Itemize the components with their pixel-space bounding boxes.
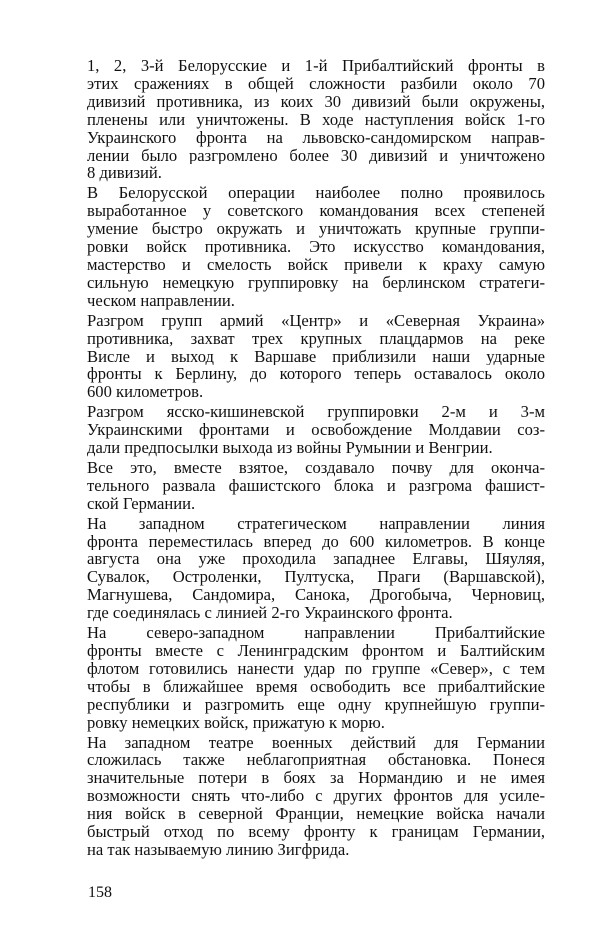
text-line: Разгром ясско-кишиневской группировки 2-м и 3-м [87, 403, 545, 422]
text-line: фронта переместилась вперед до 600 километров. В конце [87, 532, 545, 551]
text-line: на так называемую линию Зигфрида. [87, 840, 350, 859]
text-line: фронты к Берлину, до которого теперь оставалось около [87, 365, 545, 384]
text-line: ровку немецких войск, прижатую к морю. [87, 713, 385, 732]
text-line: противника, захват трех крупных плацдармов на реке [87, 329, 545, 348]
text-line: фронты вместе с Ленинградским фронтом и Балтийским [87, 642, 545, 660]
paragraph [87, 312, 545, 402]
text-line: В Белорусской операции наиболее полно проявилось [87, 184, 545, 203]
text-line: мастерство и смелость войск привели к краху самую [87, 255, 545, 274]
text-line: тельного развала фашистского блока и разгрома фашист- [87, 476, 545, 495]
paragraph [87, 515, 545, 622]
text-line: Висле и выход к Варшаве приблизили наши ударные [87, 347, 545, 366]
text-line: лении было разгромлено более 30 дивизий и уничтожено [87, 146, 545, 165]
text-line: республики и разгромить еще одну крупнейшую группи- [87, 695, 545, 714]
paragraph [87, 624, 545, 731]
text-line: На северо-западном направлении Прибалтийские [87, 624, 545, 642]
text-line: ской Германии. [87, 494, 196, 513]
text-line: Все это, вместе взятое, создавало почву для оконча- [87, 458, 545, 477]
paragraph [87, 734, 545, 859]
text-line: Магнушева, Сандомира, Санока, Дрогобыча, Черновиц, [87, 586, 545, 605]
text-line: ровки войск противника. Это искусство командования, [87, 238, 545, 256]
text-line: ческом направлении. [87, 291, 235, 310]
paragraph [87, 184, 545, 309]
text-line: августа она уже проходила западнее Елгавы, Шяуляя, [87, 550, 545, 569]
text-line: выработанное у советского командования всех степеней [87, 202, 545, 221]
text-line: Сувалок, Остроленки, Пултуска, Праги (Варшавской), [87, 568, 545, 587]
text-line: дали предпосылки выхода из войны Румынии и Венгрии. [87, 439, 493, 457]
text-line: На западном театре военных действий для Германии [87, 733, 545, 752]
text-line: флотом готовились нанести удар по группе «Север», с тем [87, 659, 545, 678]
text-line: возможности снять что-либо с других фронтов для усиле- [87, 787, 545, 806]
text-line: ния войск в северной Франции, немецкие войска начали [87, 805, 545, 824]
text-line: чтобы в ближайшее время освободить все прибалтийские [87, 677, 545, 696]
text-line: Разгром групп армий «Центр» и «Северная Украина» [87, 311, 545, 330]
text-line: сильную немецкую группировку на берлинском стратеги- [87, 273, 545, 292]
text-line: дивизий противника, из коих 30 дивизий были окружены, [87, 92, 545, 111]
text-line: 600 километров. [87, 383, 204, 402]
paragraph [87, 459, 545, 513]
text-line: этих сражениях в общей сложности разбили около 70 [87, 74, 545, 93]
text-line: 8 дивизий. [87, 164, 162, 183]
page-number: 158 [88, 884, 112, 901]
text-line: Украинскими фронтами и освобождение Молдавии соз- [87, 421, 545, 440]
text-line: 1, 2, 3-й Белорусские и 1-й Прибалтийский фронты в [87, 57, 545, 75]
text-line: умение быстро окружать и уничтожать крупные группи- [87, 220, 545, 239]
text-line: значительные потери в боях за Нормандию и не имея [87, 769, 545, 788]
text-line: сложилась также неблагоприятная обстановка. Понеся [87, 751, 545, 770]
text-line: Украинского фронта на львовско-сандомирском направ- [87, 128, 545, 147]
text-line: пленены или уничтожены. В ходе наступления войск 1-го [87, 110, 545, 129]
text-line: где соединялась с линией 2-го Украинского фронта. [87, 604, 453, 623]
body-text [87, 57, 545, 861]
paragraph [87, 57, 545, 182]
paragraph [87, 403, 545, 457]
text-line: быстрый отход по всему фронту к границам Германии, [87, 823, 545, 841]
text-line: На западном стратегическом направлении линия [87, 514, 545, 533]
